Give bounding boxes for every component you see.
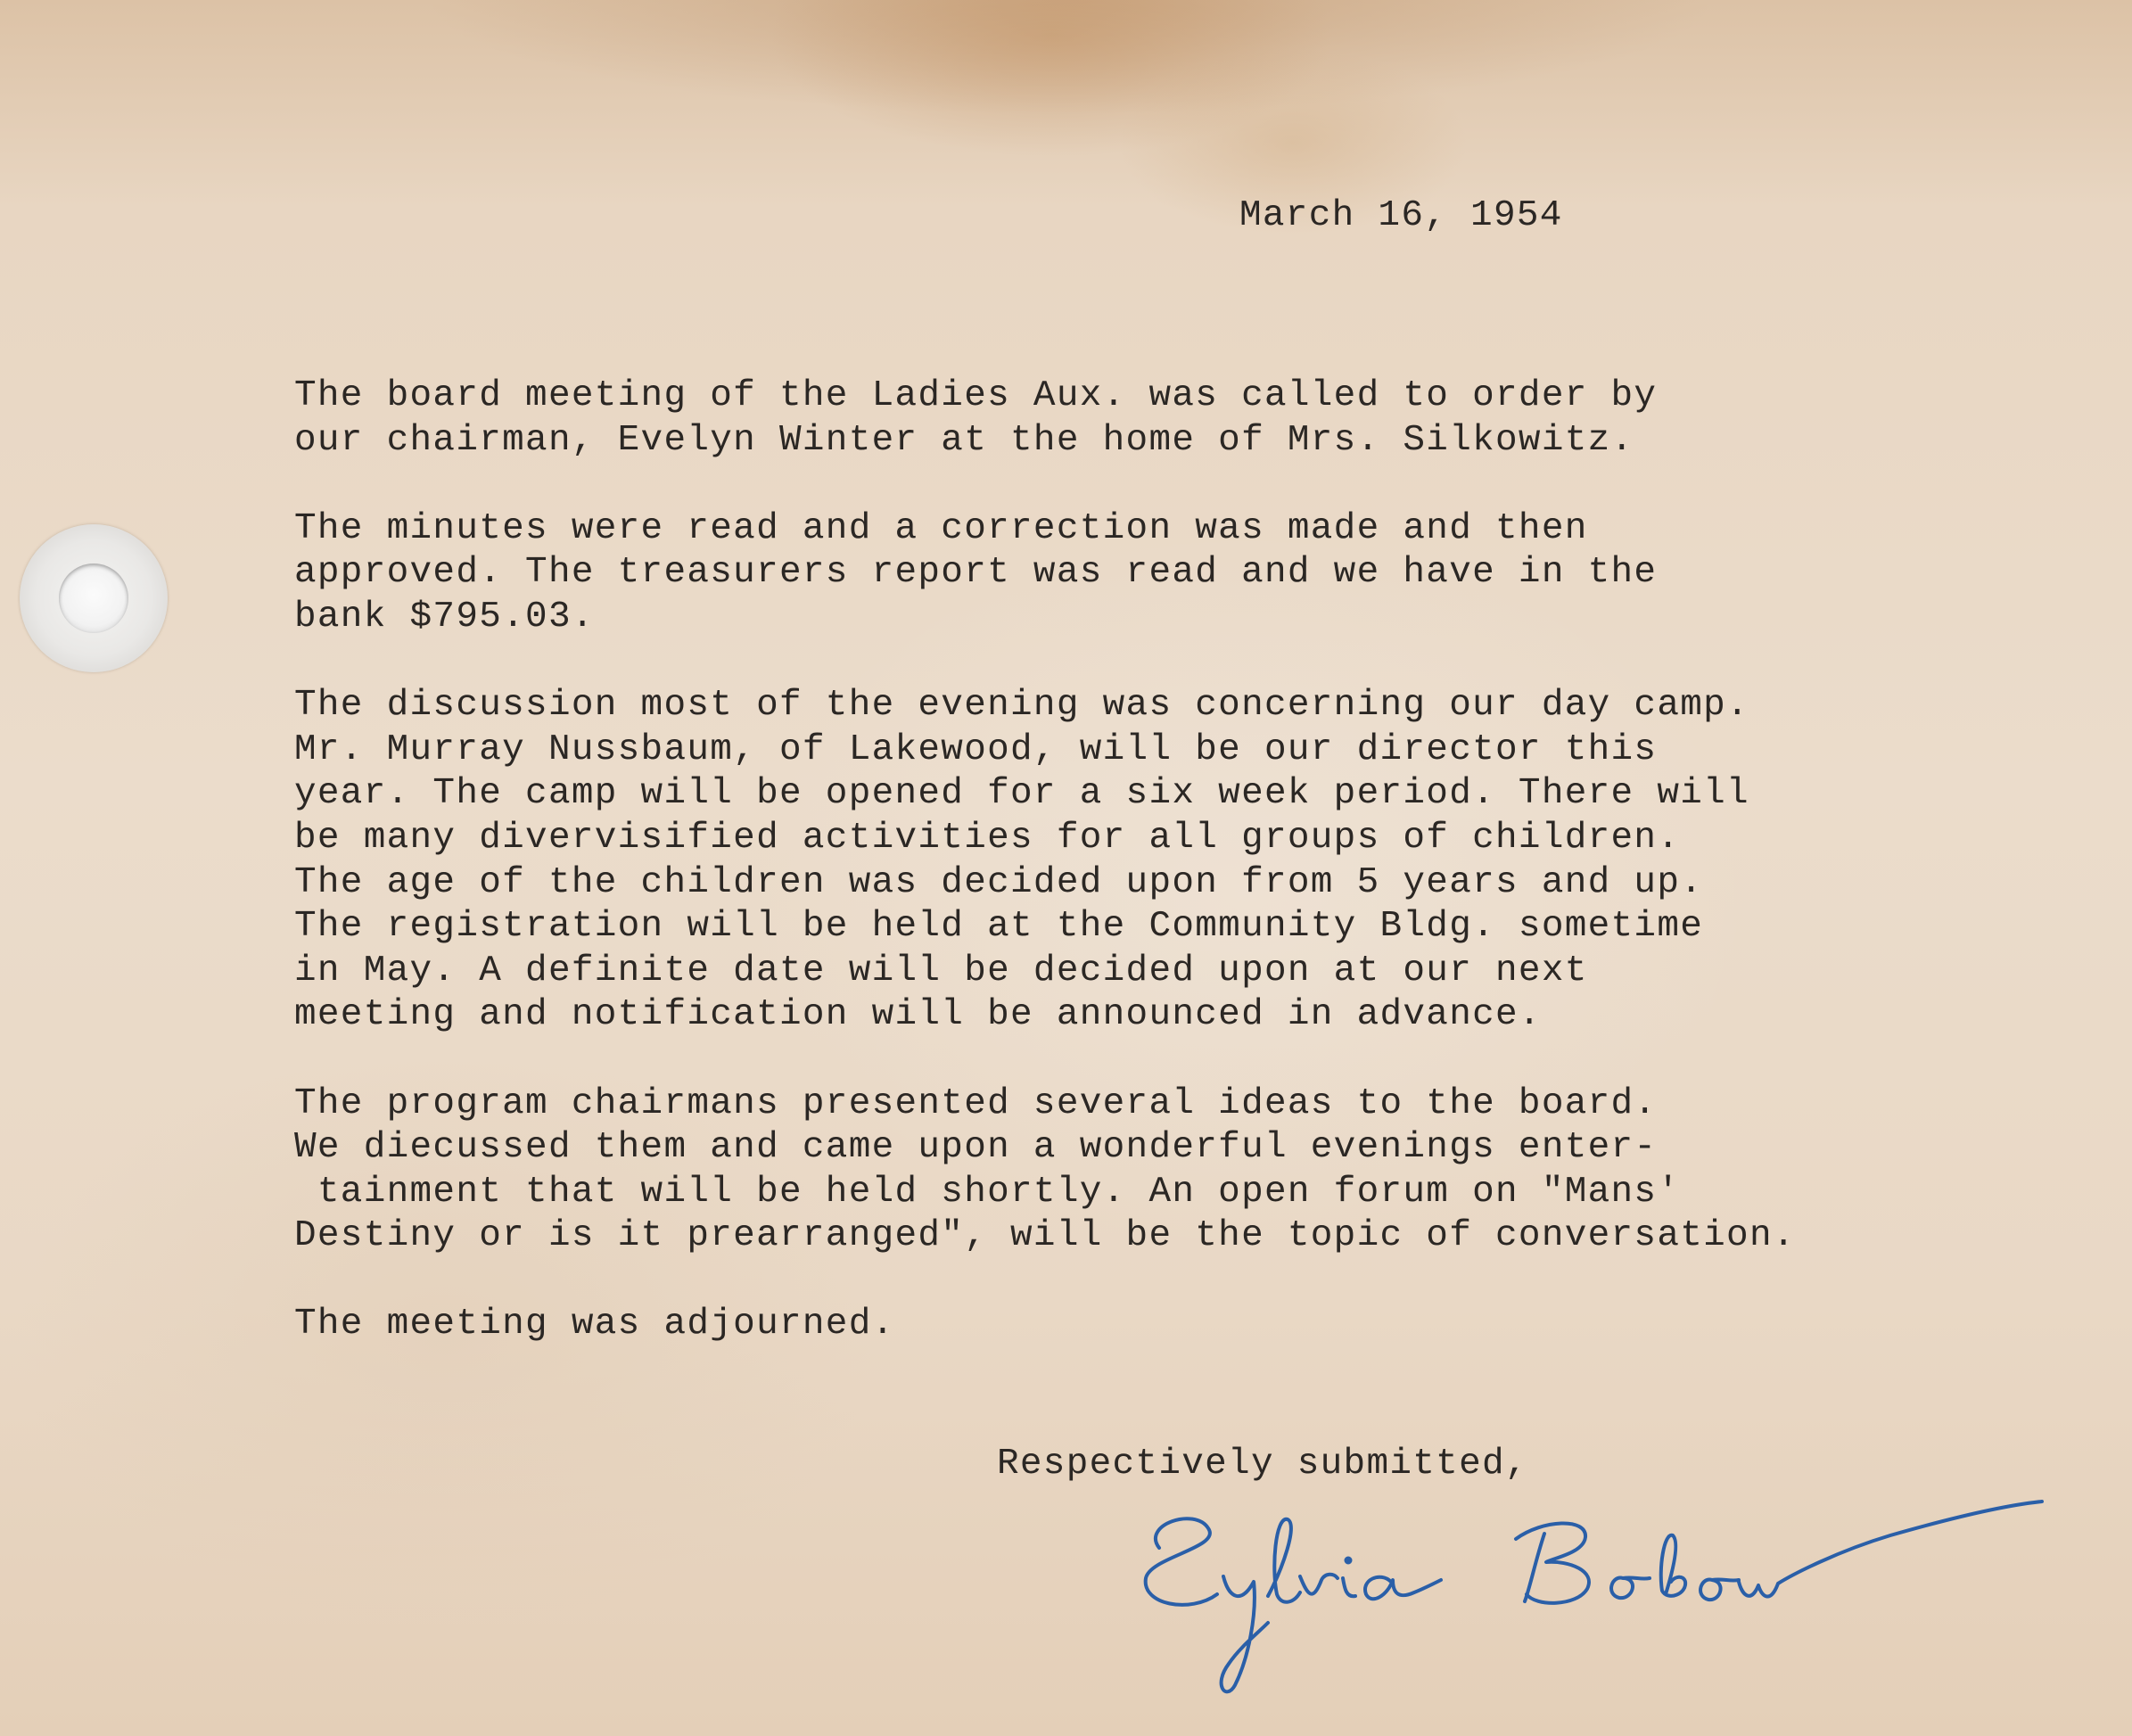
paragraph-gap <box>294 1038 1796 1082</box>
paragraph <box>294 507 1796 640</box>
paragraph-gap <box>294 1259 1796 1304</box>
paragraph-gap <box>294 640 1796 685</box>
text-line: be many divervisified activities for all groups of children. <box>294 817 1681 859</box>
text-line: our chairman, Evelyn Winter at the home of Mrs. Silkowitz. <box>294 419 1634 461</box>
binder-grommet <box>20 524 168 672</box>
text-line: meeting and notification will be announced in advance. <box>294 994 1542 1036</box>
text-line: The age of the children was decided upon from 5 years and up. <box>294 861 1704 903</box>
signature <box>1124 1489 2060 1694</box>
text-line: bank $795.03. <box>294 596 595 638</box>
text-line: The board meeting of the Ladies Aux. was called to order by <box>294 375 1658 416</box>
text-line: We diecussed them and came upon a wonderful evenings enter- <box>294 1127 1658 1169</box>
text-line: The registration will be held at the Community Bldg. sometime <box>294 906 1704 948</box>
text-line: The meeting was adjourned. <box>294 1304 895 1345</box>
paragraph <box>294 684 1796 1038</box>
text-line: The minutes were read and a correction was made and then <box>294 507 1588 549</box>
text-line: tainment that will be held shortly. An open forum on "Mans' <box>294 1171 1681 1213</box>
paragraph <box>294 1082 1796 1259</box>
text-line: in May. A definite date will be decided upon at our next <box>294 950 1588 991</box>
paragraph <box>294 374 1796 463</box>
letter-body <box>294 374 1796 1347</box>
text-line: The program chairmans presented several ideas to the board. <box>294 1082 1658 1124</box>
text-line: The discussion most of the evening was concerning our day camp. <box>294 685 1749 727</box>
binder-hole <box>59 564 128 633</box>
paragraph <box>294 1303 1796 1347</box>
closing-line: Respectively submitted, <box>997 1444 1528 1485</box>
text-line: Destiny or is it prearranged", will be the topic of conversation. <box>294 1215 1796 1257</box>
text-line: approved. The treasurers report was read and we have in the <box>294 552 1658 594</box>
text-line: year. The camp will be opened for a six week period. There will <box>294 773 1749 815</box>
text-line: Mr. Murray Nussbaum, of Lakewood, will be our director this <box>294 728 1658 770</box>
letter-date: March 16, 1954 <box>1239 195 1563 236</box>
paragraph-gap <box>294 463 1796 507</box>
